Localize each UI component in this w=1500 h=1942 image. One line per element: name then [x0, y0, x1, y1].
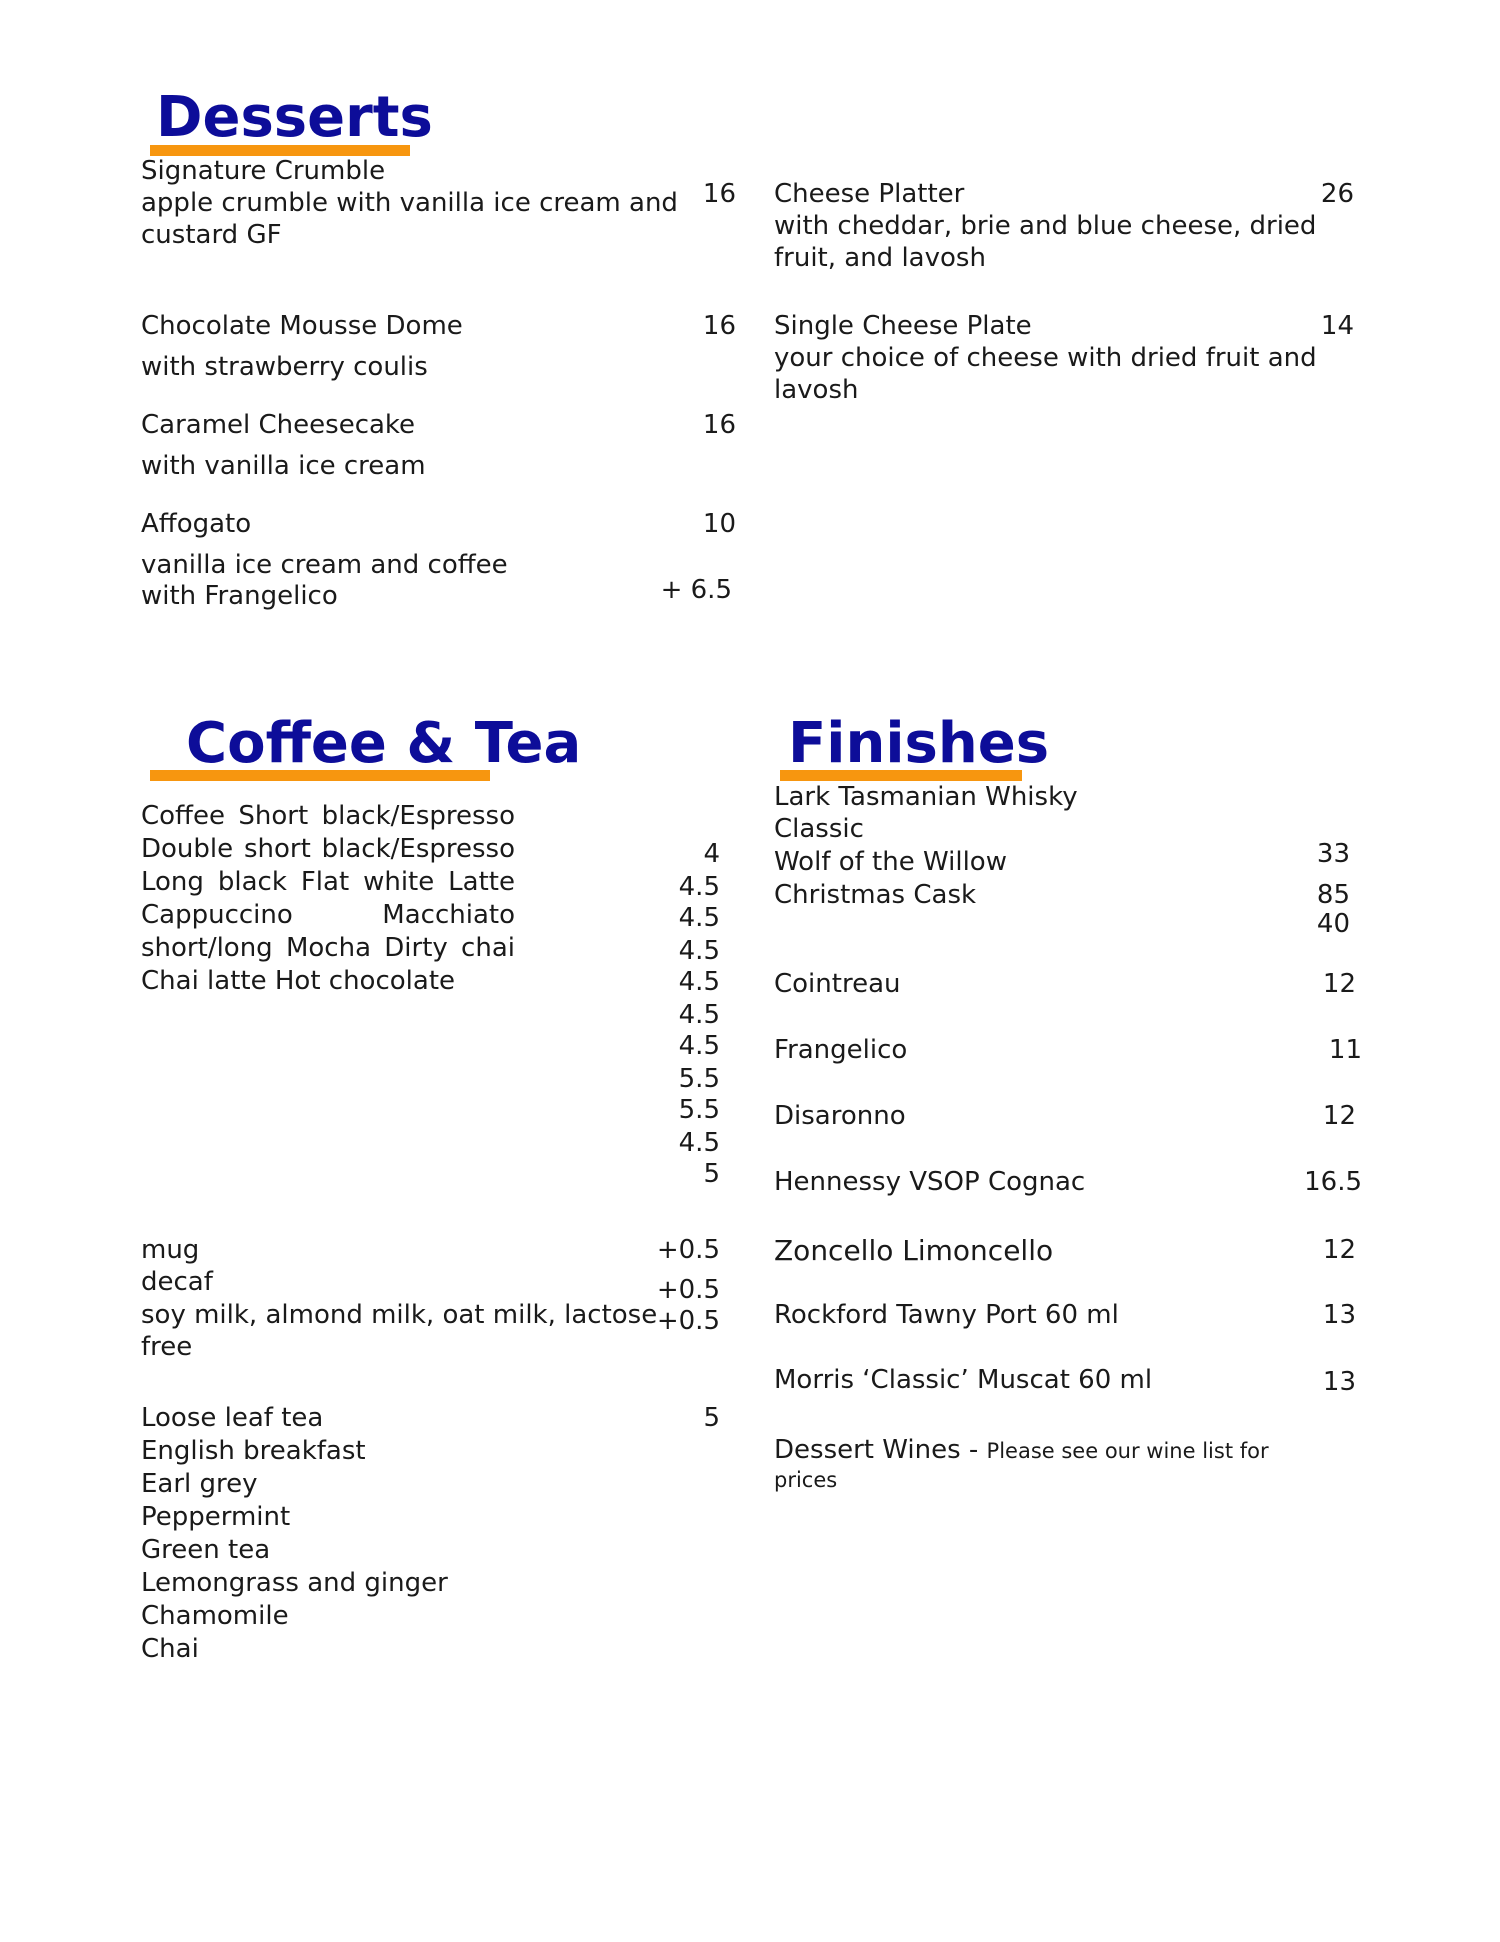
affogato-desc-1: vanilla ice cream and coffee [141, 550, 508, 580]
coffee-price: 4 [703, 839, 720, 869]
extra-milk-1: soy milk, almond milk, oat milk, lactose [141, 1300, 658, 1330]
coffee-price: 5.5 [678, 1064, 720, 1094]
single-cheese-price: 14 [1320, 311, 1354, 341]
finish-name: Rockford Tawny Port 60 ml [774, 1300, 1119, 1330]
coffee-price: 4.5 [678, 1000, 720, 1030]
dessert-wines-label: Dessert Wines - [774, 1435, 987, 1465]
lark-line-2: Classic [774, 814, 864, 844]
platter-name: Cheese Platter [774, 179, 965, 209]
dessert-wines-line [774, 1434, 1269, 1468]
crumble-price: 16 [702, 179, 736, 209]
crumble-desc-1: apple crumble with vanilla ice cream and [141, 188, 678, 218]
finish-name: Morris ‘Classic’ Muscat 60 ml [774, 1365, 1153, 1395]
crumble-desc-2: custard GF [141, 220, 282, 250]
affogato-addon-price: + 6.5 [660, 575, 732, 605]
platter-desc-2: fruit, and lavosh [774, 243, 986, 273]
finish-price: 12 [1322, 969, 1356, 999]
coffee-price: 4.5 [678, 872, 720, 902]
tea-item: English breakfast [141, 1436, 366, 1466]
single-cheese-desc-1: your choice of cheese with dried fruit and [774, 343, 1317, 373]
coffee-price: 4.5 [678, 1031, 720, 1061]
coffee-heading: Coffee & Tea [186, 711, 582, 776]
mousse-desc: with strawberry coulis [141, 352, 428, 382]
cheesecake-desc: with vanilla ice cream [141, 451, 426, 481]
tea-title: Loose leaf tea [141, 1403, 324, 1433]
single-cheese-desc-2: lavosh [774, 375, 859, 405]
affogato-name: Affogato [141, 509, 252, 539]
finish-price: 12 [1322, 1101, 1356, 1131]
finish-name: Cointreau [774, 969, 901, 999]
desserts-heading: Desserts [156, 85, 433, 150]
finishes-heading: Finishes [788, 711, 1050, 776]
finish-name: Disaronno [774, 1101, 906, 1131]
tea-item: Chai [141, 1634, 199, 1664]
platter-desc-1: with cheddar, brie and blue cheese, dried [774, 211, 1317, 241]
lark-price: 40 [1316, 909, 1350, 939]
tea-item: Chamomile [141, 1601, 289, 1631]
cheesecake-price: 16 [702, 410, 736, 440]
cheesecake-name: Caramel Cheesecake [141, 410, 416, 440]
extra-decaf-price: +0.5 [656, 1275, 720, 1305]
dessert-wines-note-2: prices [774, 1468, 838, 1492]
coffee-prices [640, 838, 720, 1191]
tea-list [141, 1435, 448, 1666]
tea-price: 5 [703, 1403, 720, 1433]
platter-price: 26 [1320, 179, 1354, 209]
coffee-price: 4.5 [678, 903, 720, 933]
coffee-items: Coffee Short black/Espresso Double short black/Espresso Long black Flat white Latte Cappuccino Macchiato short/long Mocha Dirty chai Chai latte Hot chocolate [141, 801, 515, 996]
finish-name: Frangelico [774, 1035, 908, 1065]
mousse-name: Chocolate Mousse Dome [141, 311, 463, 341]
mousse-price: 16 [702, 311, 736, 341]
tea-item: Lemongrass and ginger [141, 1568, 448, 1598]
extra-decaf: decaf [141, 1267, 213, 1297]
affogato-price: 10 [702, 509, 736, 539]
finish-price: 11 [1328, 1035, 1362, 1065]
single-cheese-name: Single Cheese Plate [774, 311, 1032, 341]
finish-price: 13 [1322, 1367, 1356, 1397]
finish-name: Hennessy VSOP Cognac [774, 1167, 1086, 1197]
lark-price: 33 [1316, 839, 1350, 869]
tea-item: Green tea [141, 1535, 271, 1565]
coffee-price: 4.5 [678, 1128, 720, 1158]
lark-price: 85 [1316, 880, 1350, 910]
crumble-name: Signature Crumble [141, 156, 386, 186]
finish-name: Zoncello Limoncello [774, 1234, 1054, 1267]
coffee-price: 4.5 [678, 936, 720, 966]
coffee-price: 5 [703, 1159, 720, 1189]
finish-price: 12 [1322, 1235, 1356, 1265]
lark-line-3: Wolf of the Willow [774, 847, 1007, 877]
extra-mug-price: +0.5 [656, 1235, 720, 1265]
lark-line-1: Lark Tasmanian Whisky [774, 782, 1078, 812]
coffee-price: 4.5 [678, 967, 720, 997]
extra-milk-2: free [141, 1332, 193, 1362]
dessert-wines-note: Please see our wine list for [986, 1439, 1269, 1463]
affogato-desc-2: with Frangelico [141, 581, 338, 611]
tea-item: Peppermint [141, 1502, 291, 1532]
extra-milk-price: +0.5 [656, 1306, 720, 1336]
coffee-price: 5.5 [678, 1095, 720, 1125]
finish-price: 13 [1322, 1300, 1356, 1330]
extra-mug: mug [141, 1235, 200, 1265]
lark-line-4: Christmas Cask [774, 880, 977, 910]
finish-price: 16.5 [1304, 1167, 1362, 1197]
tea-item: Earl grey [141, 1469, 258, 1499]
